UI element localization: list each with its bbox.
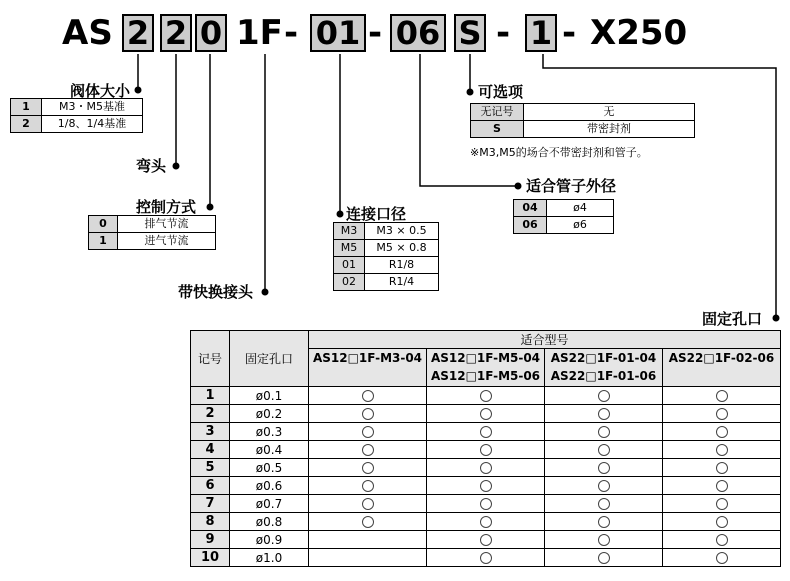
available-circle-icon: [598, 390, 610, 402]
available-circle-icon: [598, 552, 610, 564]
table-row: [191, 423, 781, 441]
control-title: 控制方式: [136, 198, 197, 216]
available-circle-icon: [480, 534, 492, 546]
header-orifice: 固定孔口: [230, 331, 309, 387]
tube-title: 适合管子外径: [526, 177, 617, 195]
row-orifice: ø0.4: [230, 441, 309, 459]
available-circle-icon: [480, 462, 492, 474]
table-cell: 1: [89, 233, 118, 250]
code-prefix: AS: [62, 13, 113, 53]
available-circle-icon: [598, 408, 610, 420]
code-dash: -: [496, 13, 511, 53]
option-note: ※M3,M5的场合不带密封剂和管子。: [470, 146, 648, 159]
available-circle-icon: [480, 498, 492, 510]
model-header: AS22□1F-01-04 AS22□1F-01-06: [545, 349, 663, 387]
available-circle-icon: [480, 552, 492, 564]
table-row: [191, 549, 781, 567]
row-orifice: ø0.2: [230, 405, 309, 423]
compat-cell: [309, 495, 427, 513]
table-cell: 2: [11, 116, 42, 133]
available-circle-icon: [480, 426, 492, 438]
compat-cell: [427, 459, 545, 477]
available-circle-icon: [480, 408, 492, 420]
available-circle-icon: [480, 480, 492, 492]
table-cell: 带密封剂: [524, 121, 695, 138]
available-circle-icon: [598, 480, 610, 492]
compat-cell: [545, 459, 663, 477]
available-circle-icon: [362, 444, 374, 456]
compat-cell: [309, 423, 427, 441]
table-cell: 排气节流: [118, 216, 216, 233]
available-circle-icon: [716, 462, 728, 474]
available-circle-icon: [362, 498, 374, 510]
available-circle-icon: [598, 516, 610, 528]
compat-cell: [663, 477, 781, 495]
code-dash: -: [284, 13, 299, 53]
compat-cell: [545, 441, 663, 459]
control-table: [88, 215, 216, 250]
available-circle-icon: [598, 462, 610, 474]
available-circle-icon: [362, 516, 374, 528]
compat-cell: [309, 477, 427, 495]
row-symbol: 10: [191, 549, 230, 567]
pointer-dot: [207, 204, 214, 211]
table-cell: 01: [334, 257, 365, 274]
table-cell: M5 × 0.8: [365, 240, 439, 257]
row-symbol: 6: [191, 477, 230, 495]
compat-cell: [309, 513, 427, 531]
table-row: [191, 477, 781, 495]
row-symbol: 5: [191, 459, 230, 477]
compat-cell: [427, 405, 545, 423]
compat-cell: [545, 477, 663, 495]
header-models: 适合型号: [309, 331, 781, 349]
available-circle-icon: [362, 462, 374, 474]
table-cell: R1/4: [365, 274, 439, 291]
table-row: [191, 459, 781, 477]
row-symbol: 8: [191, 513, 230, 531]
table-cell: S: [471, 121, 524, 138]
pointer-dot: [337, 211, 344, 218]
table-row: [191, 531, 781, 549]
table-cell: ø6: [547, 217, 614, 234]
compat-cell: [427, 513, 545, 531]
available-circle-icon: [362, 408, 374, 420]
push-fitting-title: 带快换接头: [178, 283, 254, 301]
code-box-option: S: [454, 14, 486, 52]
code-mid: 1F: [236, 13, 283, 53]
compat-cell: [427, 387, 545, 405]
row-orifice: ø1.0: [230, 549, 309, 567]
table-row: [191, 387, 781, 405]
code-dash: -: [368, 13, 383, 53]
compat-cell: [309, 441, 427, 459]
table-row: [191, 405, 781, 423]
model-header: AS12□1F-M5-04 AS12□1F-M5-06: [427, 349, 545, 387]
row-symbol: 9: [191, 531, 230, 549]
compat-cell: [545, 387, 663, 405]
orifice-title: 固定孔口: [702, 310, 763, 328]
available-circle-icon: [598, 444, 610, 456]
available-circle-icon: [480, 516, 492, 528]
body-size-title: 阀体大小: [70, 82, 131, 100]
compat-cell: [545, 549, 663, 567]
compat-cell: [663, 495, 781, 513]
pointer-dot: [173, 163, 180, 170]
available-circle-icon: [598, 426, 610, 438]
row-symbol: 3: [191, 423, 230, 441]
available-circle-icon: [716, 534, 728, 546]
available-circle-icon: [716, 552, 728, 564]
compat-cell: [545, 495, 663, 513]
compat-cell: [663, 459, 781, 477]
compat-cell: [427, 423, 545, 441]
code-suffix: X250: [590, 13, 688, 53]
table-cell: M5: [334, 240, 365, 257]
row-orifice: ø0.3: [230, 423, 309, 441]
code-box-control: 0: [195, 14, 227, 52]
available-circle-icon: [598, 534, 610, 546]
table-cell: ø4: [547, 200, 614, 217]
available-circle-icon: [598, 498, 610, 510]
port-table: [333, 222, 439, 291]
header-symbol: 记号: [191, 331, 230, 387]
code-box-orifice: 1: [525, 14, 557, 52]
orifice-table: [190, 330, 781, 567]
row-symbol: 1: [191, 387, 230, 405]
table-cell: 1: [11, 99, 42, 116]
available-circle-icon: [716, 498, 728, 510]
available-circle-icon: [716, 390, 728, 402]
table-cell: R1/8: [365, 257, 439, 274]
available-circle-icon: [716, 426, 728, 438]
code-box-tube: 06: [390, 14, 446, 52]
compat-cell: [309, 459, 427, 477]
tube-table: [513, 199, 614, 234]
row-symbol: 4: [191, 441, 230, 459]
compat-cell: [309, 531, 427, 549]
pointer-dot: [467, 89, 474, 96]
option-table: [470, 103, 695, 138]
pointer-dot: [262, 289, 269, 296]
compat-cell: [545, 531, 663, 549]
available-circle-icon: [716, 444, 728, 456]
compat-cell: [309, 549, 427, 567]
row-orifice: ø0.1: [230, 387, 309, 405]
body-size-table: [10, 98, 143, 133]
available-circle-icon: [362, 390, 374, 402]
code-box-port: 01: [310, 14, 366, 52]
table-cell: 无: [524, 104, 695, 121]
pointer-dot: [135, 87, 142, 94]
compat-cell: [309, 387, 427, 405]
table-cell: 04: [514, 200, 547, 217]
available-circle-icon: [480, 444, 492, 456]
available-circle-icon: [716, 480, 728, 492]
code-box-elbow: 2: [160, 14, 192, 52]
available-circle-icon: [362, 426, 374, 438]
compat-cell: [545, 513, 663, 531]
table-row: [191, 513, 781, 531]
compat-cell: [663, 531, 781, 549]
compat-cell: [663, 423, 781, 441]
compat-cell: [545, 423, 663, 441]
row-orifice: ø0.9: [230, 531, 309, 549]
option-title: 可选项: [478, 83, 524, 101]
table-cell: 06: [514, 217, 547, 234]
compat-cell: [427, 441, 545, 459]
row-symbol: 2: [191, 405, 230, 423]
code-box-size: 2: [122, 14, 154, 52]
available-circle-icon: [716, 516, 728, 528]
table-cell: M3: [334, 223, 365, 240]
model-header: AS12□1F-M3-04: [309, 349, 427, 387]
row-orifice: ø0.6: [230, 477, 309, 495]
compat-cell: [309, 405, 427, 423]
row-orifice: ø0.7: [230, 495, 309, 513]
table-cell: 0: [89, 216, 118, 233]
table-cell: 无记号: [471, 104, 524, 121]
compat-cell: [545, 405, 663, 423]
compat-cell: [663, 441, 781, 459]
model-header: AS22□1F-02-06: [663, 349, 781, 387]
compat-cell: [427, 531, 545, 549]
table-row: [191, 441, 781, 459]
table-cell: 1/8、1/4基准: [42, 116, 143, 133]
compat-cell: [427, 477, 545, 495]
table-cell: M3 × 0.5: [365, 223, 439, 240]
available-circle-icon: [716, 408, 728, 420]
row-symbol: 7: [191, 495, 230, 513]
code-dash: -: [562, 13, 577, 53]
compat-cell: [663, 513, 781, 531]
row-orifice: ø0.5: [230, 459, 309, 477]
compat-cell: [427, 549, 545, 567]
table-cell: M3・M5基准: [42, 99, 143, 116]
table-row: [191, 495, 781, 513]
pointer-dot: [515, 183, 522, 190]
compat-cell: [663, 387, 781, 405]
compat-cell: [663, 405, 781, 423]
table-cell: 02: [334, 274, 365, 291]
elbow-title: 弯头: [136, 157, 167, 175]
table-cell: 进气节流: [118, 233, 216, 250]
port-title: 连接口径: [346, 205, 407, 223]
available-circle-icon: [480, 390, 492, 402]
compat-cell: [427, 495, 545, 513]
available-circle-icon: [362, 480, 374, 492]
compat-cell: [663, 549, 781, 567]
pointer-dot: [773, 315, 780, 322]
row-orifice: ø0.8: [230, 513, 309, 531]
